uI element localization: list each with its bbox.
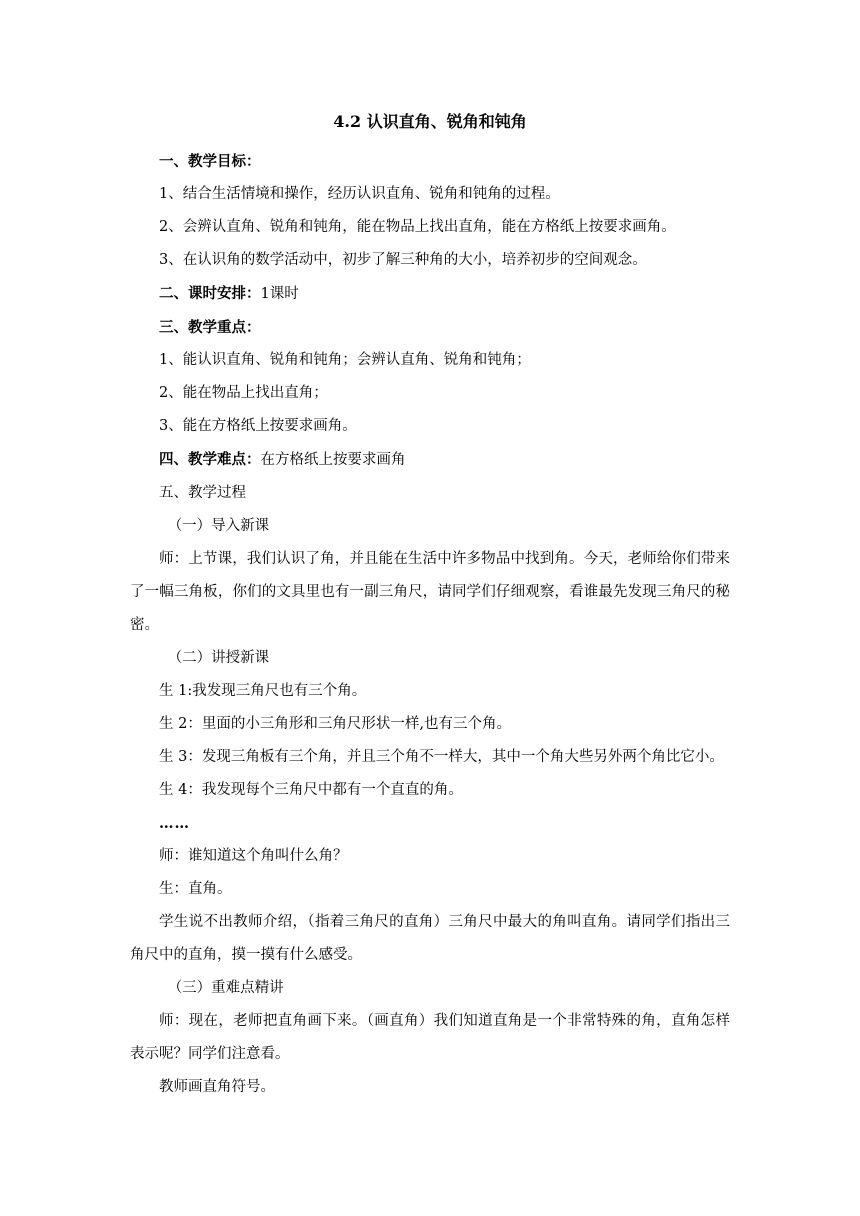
student-answer: 生 4：我发现每个三角尺中都有一个直直的角。 — [159, 782, 463, 798]
section-heading-goals: 一、教学目标： — [159, 153, 261, 170]
section-heading-difficulty: 四、教学难点： — [159, 451, 261, 468]
ellipsis: …… — [159, 815, 190, 832]
student-reply: 生：直角。 — [159, 881, 232, 897]
section-heading-schedule: 二、课时安排： — [159, 285, 261, 302]
goal-item: 2、会辨认直角、锐角和钝角，能在物品上找出直角，能在方格纸上按要求画角。 — [159, 219, 676, 235]
goal-item: 3、在认识角的数学活动中，初步了解三种角的大小，培养初步的空间观念。 — [159, 252, 647, 268]
section-schedule — [130, 277, 730, 311]
student-answer: 生 3：发现三角板有三个角，并且三个角不一样大，其中一个角大些另外两个角比它小。 — [159, 749, 724, 765]
document-body — [130, 111, 730, 1104]
key-point-item: 3、能在方格纸上按要求画角。 — [159, 418, 357, 434]
section-heading-key-points: 三、教学重点： — [159, 319, 261, 336]
goal-item: 1、结合生活情境和操作，经历认识直角、锐角和钝角的过程。 — [159, 186, 560, 202]
intro-paragraph: 师：上节课，我们认识了角，并且能在生活中许多物品中找到角。今天，老师给你们带来了一幅三角板，你们的文具里也有一副三角尺，请同学们仔细观察，看谁最先发现三角尺的秘密。 — [130, 551, 730, 633]
part-heading-intro: （一）导入新课 — [167, 518, 270, 534]
section-difficulty — [130, 443, 730, 477]
section-heading-process: 五、教学过程 — [159, 485, 246, 501]
explain-paragraph: 学生说不出教师介绍，（指着三角尺的直角）三角尺中最大的角叫直角。请同学们指出三角尺中的直角，摸一摸有什么感受。 — [130, 914, 730, 963]
part-heading-key-difficulty: （三）重难点精讲 — [167, 980, 284, 996]
last-line: 教师画直角符号。 — [159, 1079, 275, 1095]
student-answer: 生 1:我发现三角尺也有三个角。 — [159, 683, 367, 699]
key-point-item: 2、能在物品上找出直角； — [159, 385, 328, 401]
key-point-item: 1、能认识直角、锐角和钝角；会辨认直角、锐角和钝角； — [159, 352, 531, 368]
teacher-question: 师：谁知道这个角叫什么角？ — [159, 848, 348, 864]
key-difficulty-paragraph: 师：现在，老师把直角画下来。（画直角）我们知道直角是一个非常特殊的角，直角怎样表示呢？同学们注意看。 — [130, 1013, 730, 1062]
schedule-value: 1课时 — [260, 286, 299, 302]
student-answer: 生 2：里面的小三角形和三角尺形状一样,也有三个角。 — [159, 716, 511, 732]
part-heading-lecture: （二）讲授新课 — [167, 650, 270, 666]
document-title: 4.2 认识直角、锐角和钝角 — [333, 112, 527, 131]
difficulty-value: 在方格纸上按要求画角 — [260, 452, 406, 468]
